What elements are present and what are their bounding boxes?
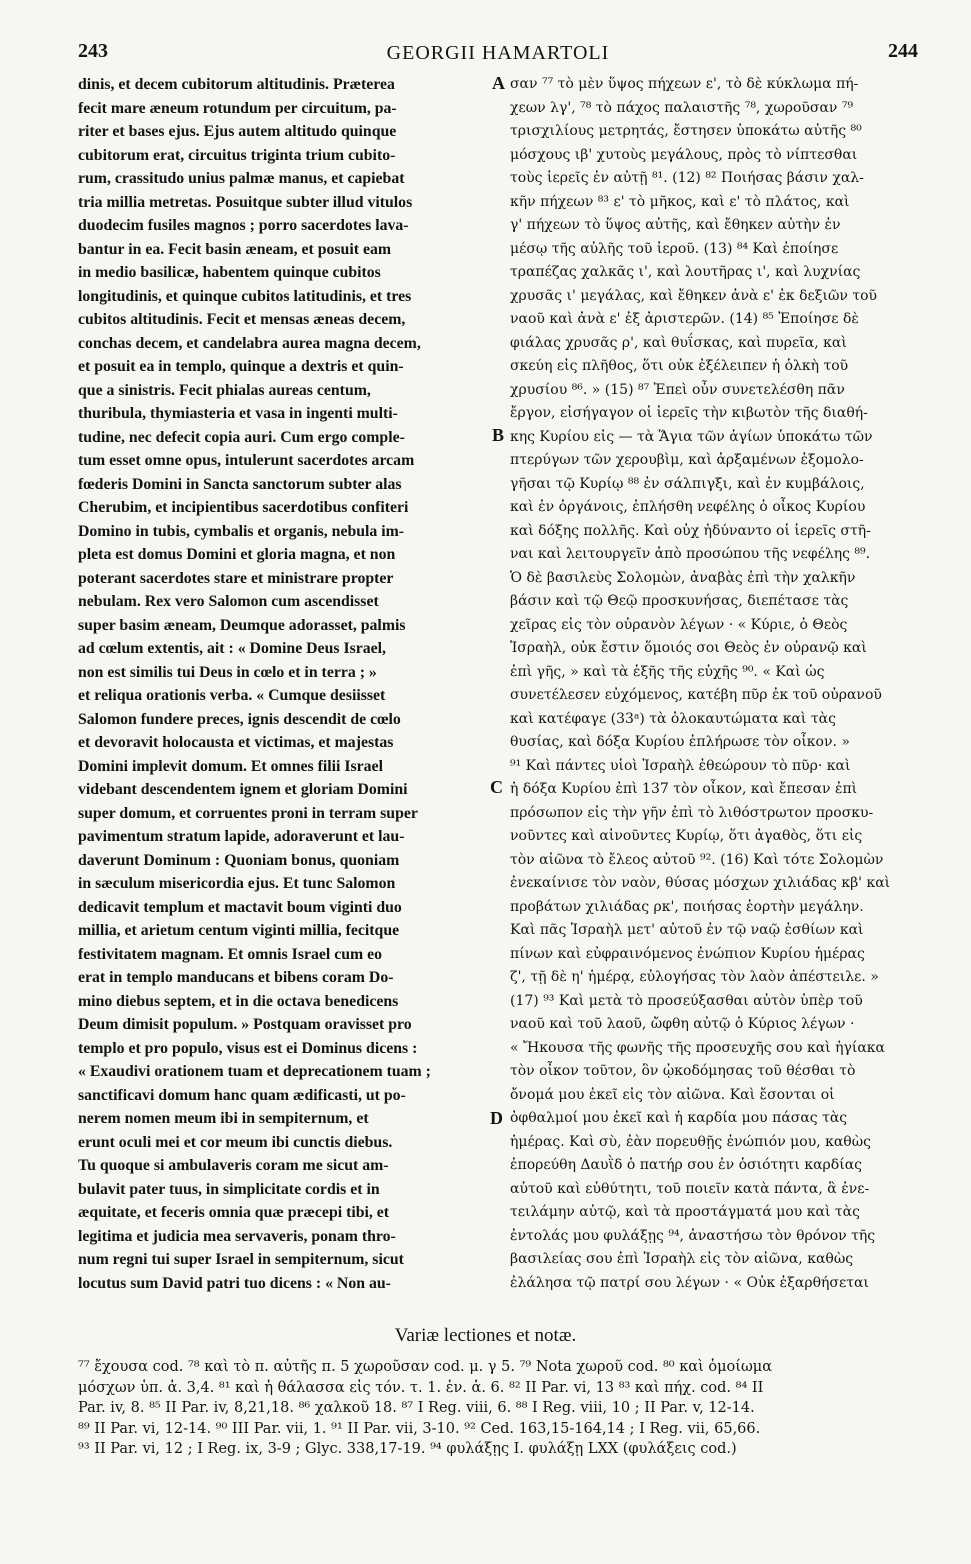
latin-text-line: daverunt Dominum : Quoniam bonus, quoniam: [78, 851, 400, 869]
greek-text-line: συνετέλεσεν εὐχόμενος, κατέβη πῦρ ἐκ τοῦ οὐρανοῦ: [510, 687, 882, 703]
latin-text-line: Deum dimisit populum. » Postquam oravisset pro: [78, 1016, 412, 1033]
latin-text-line: Domino in tubis, cymbalis et organis, nebula im-: [78, 522, 405, 540]
latin-text-line: Tu quoque si ambulaveris coram me sicut am-: [78, 1157, 389, 1174]
notes-heading: Variæ lectiones et notæ.: [394, 1325, 577, 1346]
margin-mark-b: B: [492, 425, 505, 445]
greek-text-line: τρισχιλίους μετρητάς, ἔστησεν ὑποκάτω αὐτῆς ⁸⁰: [510, 123, 862, 139]
latin-text-line: sanctificavi domum hanc quam ædificasti, ut po-: [78, 1086, 406, 1104]
greek-text-line: τὸν αἰῶνα τὸ ἔλεος αὐτοῦ ⁹². (16) Καὶ τότε Σολομὼν: [510, 851, 884, 868]
greek-text-line: φιάλας χρυσᾶς ρ', καὶ θυΐσκας, καὶ πυρεῖα, καὶ: [510, 334, 847, 351]
latin-text-line: poterant sacerdotes stare et ministrare propter: [78, 569, 394, 587]
latin-text-line: dinis, et decem cubitorum altitudinis. Præterea: [78, 76, 395, 93]
greek-text-line: σκεύη εἰς πλῆθος, ὅτι οὐκ ἐξέλειπεν ἡ ὁλκὴ τοῦ: [510, 358, 849, 374]
latin-text-line: riter et bases ejus. Ejus autem altitudo quinque: [78, 123, 397, 140]
greek-text-line: γ' πήχεων τὸ ὕψος αὐτῆς, καὶ ἔθηκεν αὐτὴν ἐν: [510, 217, 841, 233]
greek-text-line: χεων λγ', ⁷⁸ τὸ πάχος παλαιστῆς ⁷⁸, χωροῦσαν ⁷⁹: [510, 99, 854, 116]
latin-text-line: videbant descendentem ignem et gloriam Domini: [78, 781, 408, 798]
latin-text-line: bulavit pater tuus, in simplicitate cordis et in: [78, 1180, 380, 1198]
greek-text-line: ἐνεκαίνισε τὸν ναὸν, θύσας μόσχων χιλιάδας κβ' καὶ: [510, 875, 891, 891]
greek-text-line: προβάτων χιλιάδας ρκ', ποιήσας ἑορτὴν μεγάλην.: [510, 898, 864, 915]
latin-text-line: tudine, nec defecit copia auri. Cum ergo comple-: [78, 428, 405, 446]
latin-text-line: que a sinistris. Fecit phialas aureas centum,: [78, 381, 371, 399]
latin-text-line: pavimentum stratum lapide, adoraverunt et lau-: [78, 828, 405, 845]
latin-text-line: in medio basilicæ, habentem quinque cubitos: [78, 264, 381, 281]
latin-text-line: nerem nomen meum ibi in sempiternum, et: [78, 1110, 369, 1127]
greek-text-line: ⁹¹ Καὶ πάντες υἱοὶ Ἰσραὴλ ἐθεώρουν τὸ πῦρ· καὶ: [510, 757, 851, 774]
greek-text-line: ἐπὶ γῆς, » καὶ τὰ ἑξῆς τῆς εὐχῆς ⁹⁰. « Καὶ ὡς: [510, 663, 825, 680]
footnote-line: Par. iv, 8. ⁸⁵ II Par. iv, 8,21,18. ⁸⁶ χαλκοῦ 18. ⁸⁷ I Reg. viii, 6. ⁸⁸ I Reg. viii, 10 ; II Par. v, 12-14.: [78, 1400, 755, 1416]
latin-text-line: bantur in ea. Fecit basin æneam, et posuit eam: [78, 240, 392, 258]
footnote-line: ⁷⁷ ἔχουσα cod. ⁷⁸ καὶ τὸ π. αὐτῆς π. 5 χωροῦσαν cod. μ. γ 5. ⁷⁹ Nota χωροῦ cod. ⁸⁰ καὶ ὁμοίωμα: [78, 1359, 772, 1375]
greek-text-line: κῆν πήχεων ⁸³ ε' τὸ μῆκος, καὶ ε' τὸ πλάτος, καὶ: [510, 193, 850, 210]
greek-text-line: ζ', τῇ δὲ η' ἡμέρᾳ, εὐλογήσας τὸν λαὸν ἀπέστειλε. »: [510, 969, 879, 985]
latin-text-line: conchas decem, et candelabra aurea magna decem,: [78, 334, 421, 352]
greek-text-line: ἔργον, εἰσήγαγον οἱ ἱερεῖς τὴν κιβωτὸν τῆς διαθή-: [510, 405, 868, 421]
greek-text-line: Ὁ δὲ βασιλεὺς Σολομὼν, ἀναβὰς ἐπὶ τὴν χαλκῆν: [510, 569, 856, 586]
greek-text-line: Καὶ πᾶς Ἰσραὴλ μετ' αὐτοῦ ἐν τῷ ναῷ ἐσθίων καὶ: [510, 922, 864, 938]
latin-text-line: fecit mare æneum rotundum per circuitum, pa-: [78, 99, 397, 117]
greek-text-line: ἐλάλησα τῷ πατρί σου λέγων · « Οὐκ ἐξαρθήσεται: [510, 1274, 869, 1291]
page-header: [78, 40, 918, 74]
margin-mark-a: A: [492, 73, 505, 93]
latin-text-line: erunt oculi mei et cor meum ibi cunctis diebus.: [78, 1133, 393, 1151]
greek-text-line: τοὺς ἱερεῖς ἐν αὐτῇ ⁸¹. (12) ⁸² Ποιήσας βάσιν χαλ-: [510, 170, 864, 186]
latin-text-line: et posuit ea in templo, quinque a dextris et quin-: [78, 358, 404, 375]
page-number-left: 243: [78, 40, 108, 62]
greek-text-line: χρυσίου ⁸⁶. » (15) ⁸⁷ Ἐπεὶ οὖν συνετελέσθη πᾶν: [510, 381, 845, 398]
greek-text-line: καὶ ἐν ὀργάνοις, ἐπλήσθη νεφέλης ὁ οἶκος Κυρίου: [510, 499, 866, 515]
latin-text-line: rum, crassitudo unius palmæ manus, et capiebat: [78, 170, 405, 187]
latin-column: [78, 73, 488, 1295]
greek-text-line: νοῦντες καὶ αἰνοῦντες Κυρίῳ, ὅτι ἀγαθὸς, ὅτι εἰς: [510, 828, 863, 844]
greek-text-line: τὸν οἶκον τοῦτον, ὃν ᾠκοδόμησας τοῦ θέσθαι τὸ: [510, 1063, 856, 1079]
latin-text-line: dedicavit templum et mactavit boum viginti duo: [78, 898, 402, 916]
latin-text-line: et reliqua orationis verba. « Cumque desiisset: [78, 687, 386, 704]
footnote-line: ⁸⁹ II Par. vi, 12-14. ⁹⁰ III Par. vii, 1. ⁹¹ II Par. vii, 3-10. ⁹² Ced. 163,15-164,14 ; I Reg. vii, 65,66.: [78, 1420, 761, 1437]
latin-text-line: in sæculum misericordia ejus. Et tunc Salomon: [78, 875, 396, 892]
greek-text-line: βασιλείας σου ἐπὶ Ἰσραὴλ εἰς τὸν αἰῶνα, καθὼς: [510, 1251, 854, 1267]
greek-text-line: σαν ⁷⁷ τὸ μὲν ὕψος πήχεων ε', τὸ δὲ κύκλωμα πή-: [510, 76, 859, 92]
latin-text-line: tria millia metretas. Posuitque subter illud vitulos: [78, 193, 413, 211]
latin-text-line: super domum, et corruentes proni in terram super: [78, 804, 418, 822]
margin-mark-c: C: [490, 777, 503, 797]
running-title: GEORGII HAMARTOLI: [386, 42, 610, 64]
greek-text-line: (17) ⁹³ Καὶ μετὰ τὸ προσεύξασθαι αὐτὸν ὑπὲρ τοῦ: [510, 992, 863, 1009]
greek-text-line: χρυσᾶς ι' μεγάλας, καὶ ἔθηκεν ἀνὰ ε' ἐκ δεξιῶν τοῦ: [510, 287, 878, 304]
greek-column: [510, 73, 922, 1295]
latin-text-line: thuribula, thymiasteria et vasa in ingenti multi-: [78, 405, 398, 422]
latin-text-line: « Exaudivi orationem tuam et deprecationem tuam ;: [78, 1063, 431, 1080]
greek-text-line: ἐπορεύθη Δαυῒδ ὁ πατήρ σου ἐν ὁσιότητι καρδίας: [510, 1157, 862, 1173]
greek-text-line: ἐντολάς μου φυλάξῃς ⁹⁴, ἀναστήσω τὸν θρόνον τῆς: [510, 1227, 876, 1244]
latin-text-line: Domini implevit domum. Et omnes filii Israel: [78, 757, 383, 775]
greek-text-line: καὶ δόξης πολλῆς. Καὶ οὐχ ἠδύναντο οἱ ἱερεῖς στῆ-: [510, 522, 871, 539]
greek-text-line: θυσίας, καὶ δόξα Κυρίου ἐπλήρωσε τὸν οἶκον. »: [510, 734, 850, 750]
greek-text-line: ἡ δόξα Κυρίου ἐπὶ 137 τὸν οἶκον, καὶ ἔπεσαν ἐπὶ: [510, 781, 858, 797]
greek-text-line: γῆσαι τῷ Κυρίῳ ⁸⁸ ἐν σάλπιγξι, καὶ ἐν κυμβάλοις,: [510, 475, 865, 492]
latin-text-line: duodecim fusiles magnos ; porro sacerdotes lava-: [78, 217, 409, 234]
greek-text-line: κης Κυρίου εἰς — τὰ Ἅγια τῶν ἁγίων ὑποκάτω τῶν: [510, 428, 873, 445]
greek-text-line: ναοῦ καὶ τοῦ λαοῦ, ὤφθη αὐτῷ ὁ Κύριος λέγων ·: [510, 1016, 855, 1032]
footnote-line: ⁹³ II Par. vi, 12 ; I Reg. ix, 3-9 ; Glyc. 338,17-19. ⁹⁴ φυλάξῃς I. φυλάξῃ LXX (φυλάξεις cod.): [78, 1441, 737, 1457]
latin-text-line: non est similis tui Deus in cœlo et in terra ; »: [78, 663, 377, 681]
latin-text-line: tum esset omne opus, intulerunt sacerdotes arcam: [78, 452, 415, 469]
latin-text-line: mino diebus septem, et in die octava benedicens: [78, 992, 399, 1010]
latin-text-line: fœderis Domini in Sancta sanctorum subter alas: [78, 475, 402, 493]
latin-text-line: ad cœlum extentis, ait : « Domine Deus Israel,: [78, 640, 387, 657]
greek-text-line: πίνων καὶ εὐφραινόμενος ἐνώπιον Κυρίου ἡμέρας: [510, 945, 865, 962]
latin-text-line: Cherubim, et incipientibus sacerdotibus confiteri: [78, 499, 409, 516]
latin-text-line: super basim æneam, Deumque adorasset, palmis: [78, 616, 406, 634]
greek-text-line: Ἰσραὴλ, οὐκ ἔστιν ὅμοιός σοι Θεὸς ἐν οὐρανῷ καὶ: [510, 640, 867, 656]
greek-text-line: βάσιν καὶ τῷ Θεῷ προσκυνήσας, διεπέτασε τὰς: [510, 593, 849, 609]
greek-text-line: χεῖρας εἰς τὸν οὐρανὸν λέγων · « Κύριε, ὁ Θεὸς: [510, 616, 848, 633]
greek-text-line: μέσῳ τῆς αὐλῆς τοῦ ἱεροῦ. (13) ⁸⁴ Καὶ ἐποίησε: [510, 240, 839, 257]
latin-text-line: cubitorum erat, circuitus triginta trium cubito-: [78, 146, 396, 164]
greek-text-line: ὄνομά μου ἐκεῖ εἰς τὸν αἰῶνα. Καὶ ἔσονται οἱ: [510, 1086, 835, 1103]
footnotes: [78, 1357, 923, 1460]
greek-text-line: ἡμέρας. Καὶ σὺ, ἐὰν πορευθῇς ἐνώπιόν μου, καθὼς: [510, 1133, 871, 1150]
greek-text-line: ναι καὶ λειτουργεῖν ἀπὸ προσώπου τῆς νεφέλης ⁸⁹.: [510, 546, 871, 562]
greek-text-line: τειλάμην αὐτῷ, καὶ τὰ προστάγματά μου καὶ τὰς: [510, 1204, 860, 1220]
greek-text-line: πτερύγων τῶν χερουβὶμ, καὶ ἀρξαμένων ἐξομολο-: [510, 452, 864, 468]
greek-text-line: τραπέζας χαλκᾶς ι', καὶ λουτῆρας ι', καὶ λυχνίας: [510, 264, 861, 280]
greek-text-line: μόσχους ιβ' χυτοὺς μεγάλους, πρὸς τὸ νίπτεσθαι: [510, 146, 858, 163]
latin-text-line: Salomon fundere preces, ignis descendit de cœlo: [78, 710, 401, 728]
greek-text-line: ναοῦ καὶ ἀνὰ ε' ἐξ ἀριστερῶν. (14) ⁸⁵ Ἐποίησε δὲ: [510, 311, 859, 327]
latin-text-line: legitima et judicia mea servaveris, ponam thro-: [78, 1227, 396, 1245]
latin-text-line: æquitate, et feceris omnia quæ præcepi tibi, et: [78, 1204, 390, 1221]
footnote-line: μόσχων ὑπ. ἀ. 3,4. ⁸¹ καὶ ἡ θάλασσα εἰς τόν. τ. 1. ἐν. ἀ. 6. ⁸² II Par. vi, 13 ⁸³ καὶ πήχ. cod. ⁸⁴ II: [78, 1379, 764, 1396]
greek-text-line: καὶ κατέφαγε (33ᵃ) τὰ ὁλοκαυτώματα καὶ τὰς: [510, 710, 836, 727]
latin-text-line: pleta est domus Domini et gloria magna, et non: [78, 546, 396, 563]
latin-text-line: millia, et arietum centum viginti millia, fecitque: [78, 922, 400, 939]
latin-text-line: cubitos altitudinis. Fecit et mensas æneas decem,: [78, 311, 406, 328]
latin-text-line: templo et pro populo, visus est ei Dominus dicens :: [78, 1039, 418, 1057]
greek-text-line: ὀφθαλμοί μου ἐκεῖ καὶ ἡ καρδία μου πάσας τὰς: [510, 1110, 848, 1126]
latin-text-line: locutus sum David patri tuo dicens : « Non au-: [78, 1274, 391, 1292]
page-number-right: 244: [888, 40, 918, 62]
latin-text-line: longitudinis, et quinque cubitos latitudinis, et tres: [78, 287, 412, 305]
latin-text-line: erat in templo manducans et bibens coram Do-: [78, 969, 394, 986]
latin-text-line: nebulam. Rex vero Salomon cum ascendisset: [78, 593, 379, 610]
latin-text-line: num regni tui super Israel in sempiternum, sicut: [78, 1251, 404, 1268]
margin-mark-d: D: [490, 1108, 503, 1128]
latin-text-line: et devoravit holocausta et victimas, et majestas: [78, 734, 394, 751]
greek-text-line: αὐτοῦ καὶ εὐθύτητι, τοῦ ποιεῖν κατὰ πάντα, ἃ ἐνε-: [510, 1180, 870, 1197]
latin-text-line: festivitatem magnam. Et omnis Israel cum eo: [78, 945, 383, 963]
greek-text-line: « Ἤκουσα τῆς φωνῆς τῆς προσευχῆς σου καὶ ἡγίακα: [510, 1039, 885, 1056]
greek-text-line: πρόσωπον εἰς τὴν γῆν ἐπὶ τὸ λιθόστρωτον προσκυ-: [510, 804, 874, 821]
